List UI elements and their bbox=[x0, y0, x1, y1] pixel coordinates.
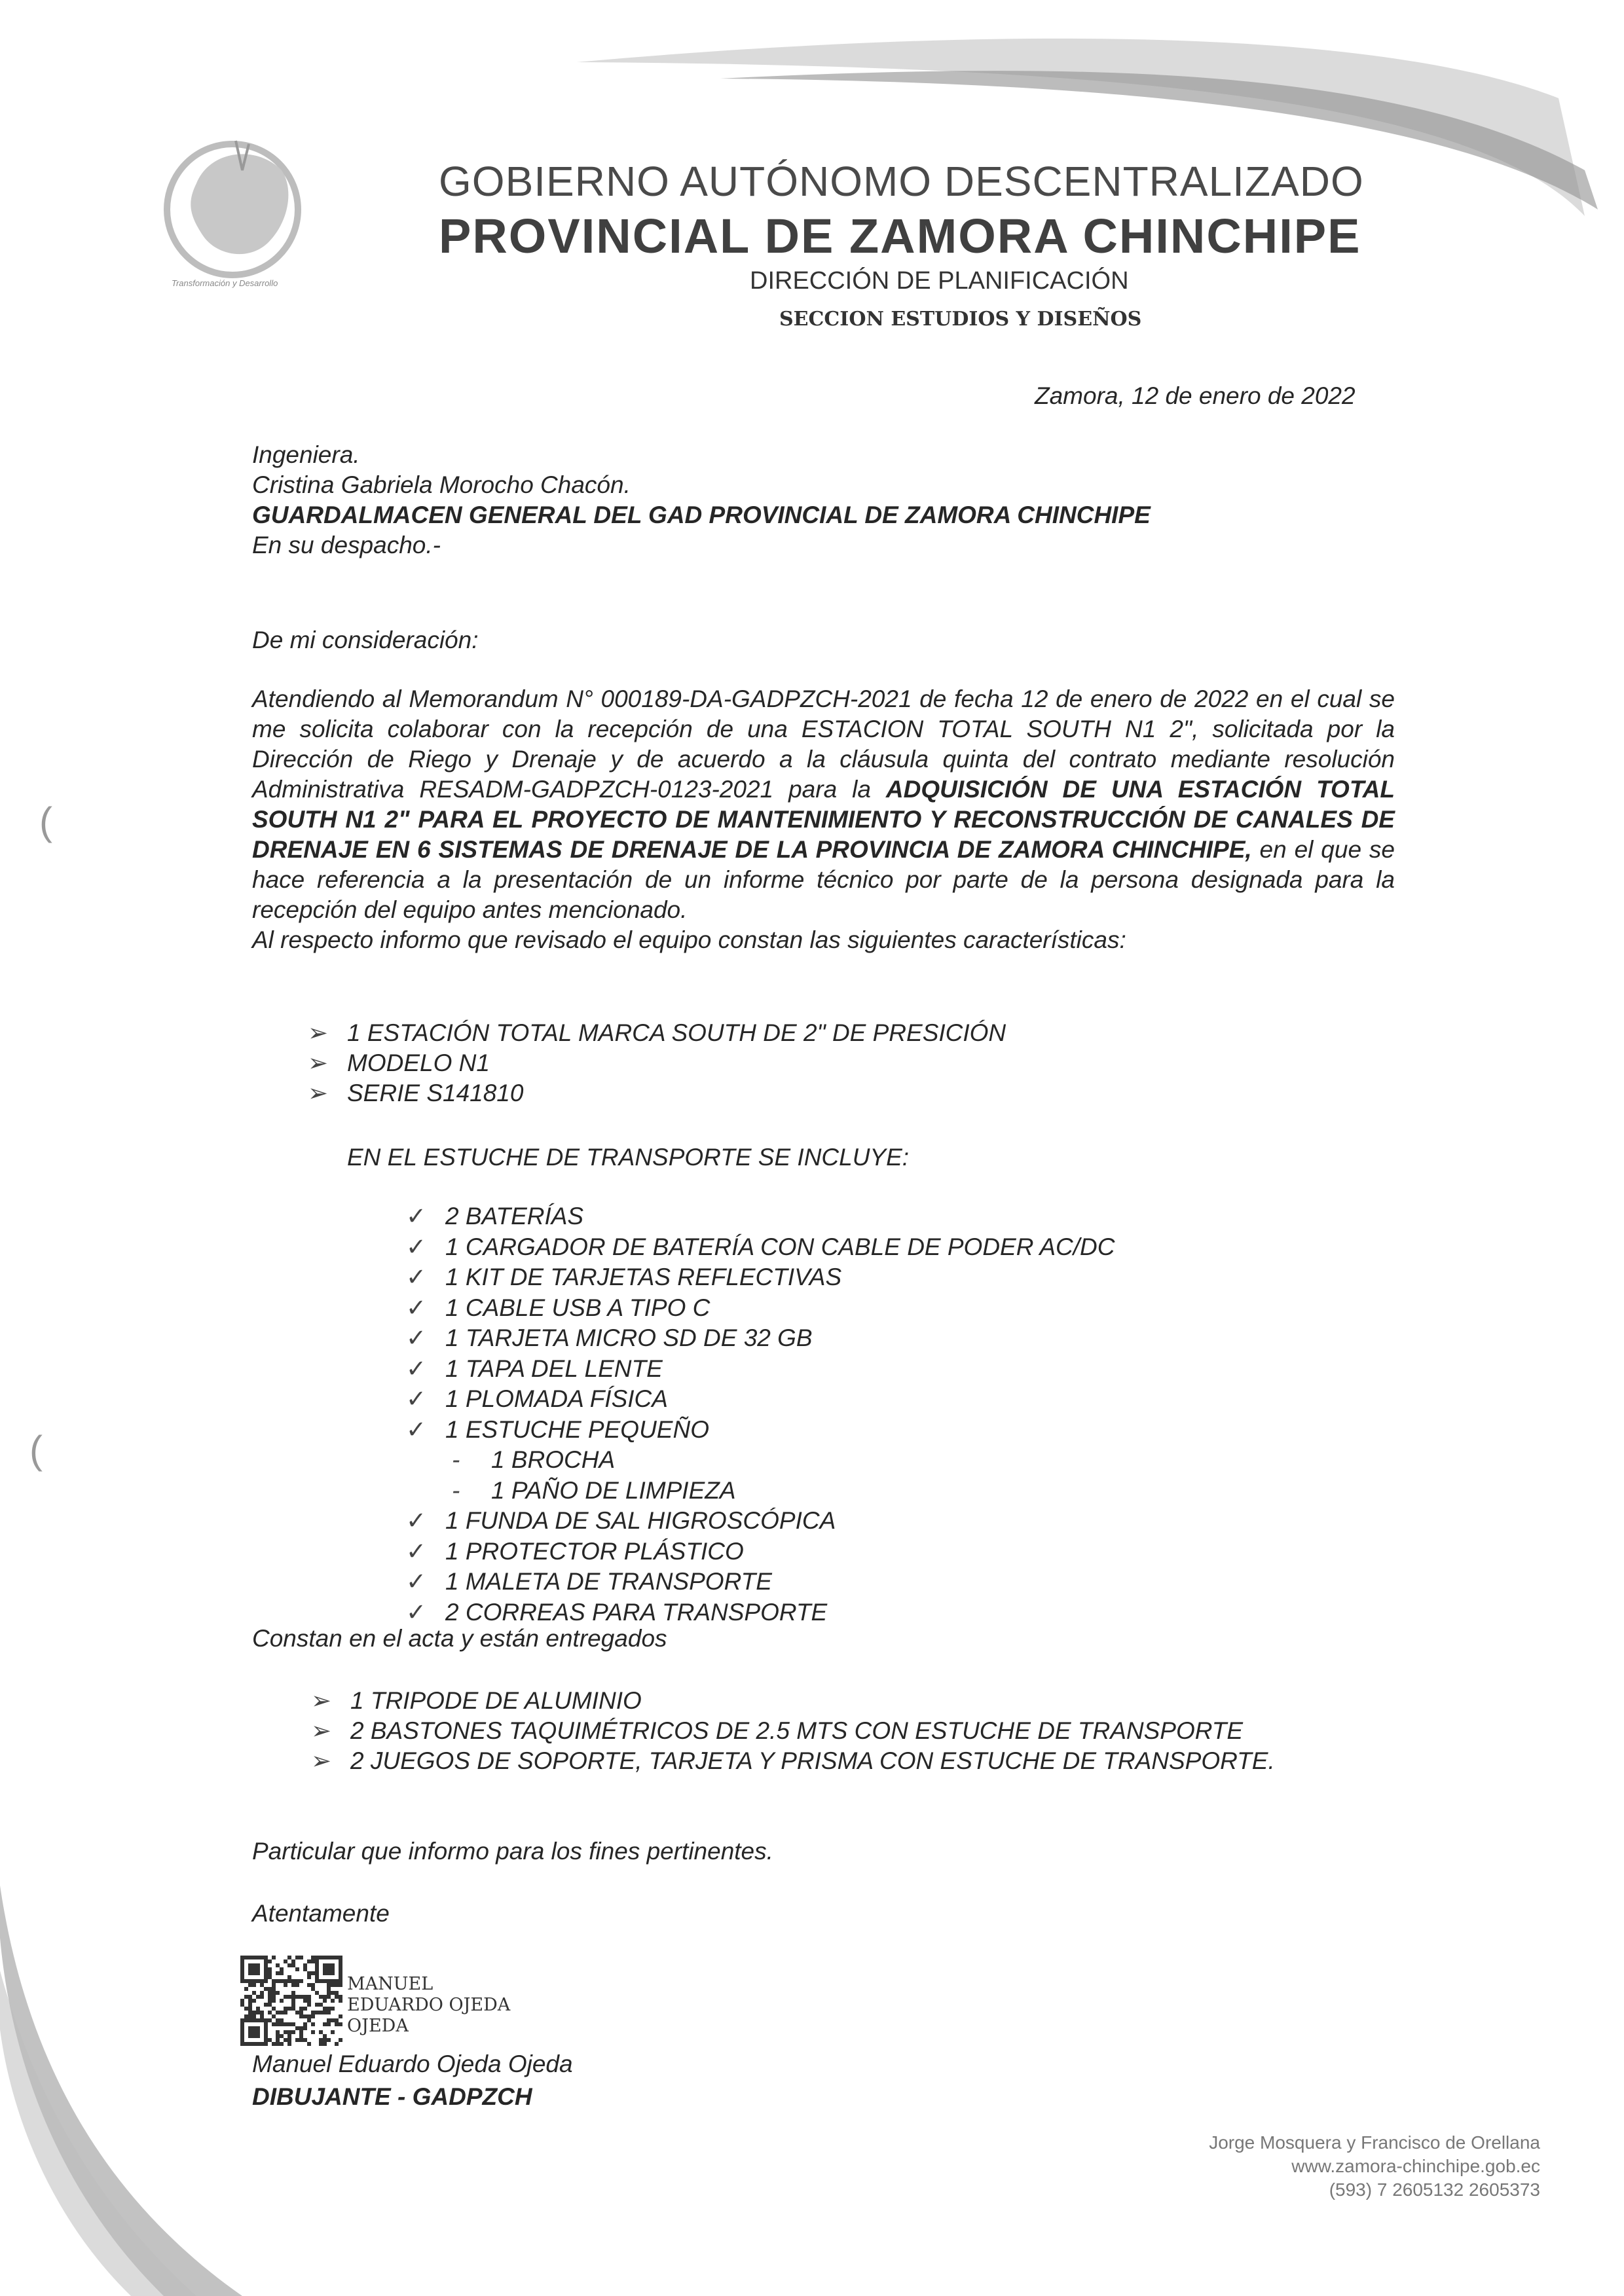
qr-module bbox=[339, 1995, 342, 1999]
list-item: ➢ 2 JUEGOS DE SOPORTE, TARJETA Y PRISMA CON ESTUCHE DE TRANSPORTE. bbox=[350, 1746, 1275, 1776]
qr-module bbox=[319, 2003, 323, 2007]
body-paragraph-1 bbox=[252, 684, 1395, 925]
qr-module bbox=[291, 2003, 295, 2007]
qr-module bbox=[276, 2030, 280, 2034]
recipient-block bbox=[252, 440, 1151, 560]
qr-module bbox=[276, 2018, 280, 2022]
qr-module bbox=[295, 2038, 299, 2042]
sub-list-item: - 1 BROCHA bbox=[491, 1445, 1161, 1476]
qr-module bbox=[335, 2022, 339, 2026]
signer-name: Manuel Eduardo Ojeda Ojeda bbox=[252, 2050, 573, 2077]
qr-module bbox=[331, 1983, 335, 1987]
qr-module bbox=[339, 1999, 342, 2003]
arrow-bullet-icon: ➢ bbox=[311, 1717, 332, 1744]
dash-bullet-icon: - bbox=[452, 1446, 460, 1473]
province-logo bbox=[157, 131, 321, 301]
qr-module bbox=[248, 1983, 252, 1987]
qr-module bbox=[311, 1971, 315, 1975]
check-icon: ✓ bbox=[406, 1537, 427, 1565]
qr-module bbox=[280, 2022, 284, 2026]
qr-module bbox=[248, 2007, 252, 2011]
electronic-signature-stamp bbox=[347, 1974, 510, 2037]
qr-module bbox=[299, 2011, 303, 2014]
qr-module bbox=[295, 2026, 299, 2030]
qr-module bbox=[287, 2038, 291, 2042]
qr-module bbox=[331, 2018, 335, 2022]
qr-module bbox=[272, 1956, 276, 1959]
qr-module bbox=[272, 2042, 276, 2046]
qr-module bbox=[327, 1995, 331, 1999]
qr-module bbox=[323, 2034, 327, 2038]
qr-module bbox=[287, 2022, 291, 2026]
list-item: ✓ 1 TARJETA MICRO SD DE 32 GB bbox=[445, 1323, 1115, 1354]
qr-module bbox=[303, 2014, 307, 2018]
qr-module bbox=[260, 2014, 264, 2018]
qr-module bbox=[331, 2007, 335, 2011]
qr-module bbox=[256, 1995, 260, 1999]
qr-module bbox=[280, 1979, 284, 1983]
check-icon: ✓ bbox=[406, 1324, 427, 1351]
footer-website: www.zamora-chinchipe.gob.ec bbox=[1291, 2156, 1540, 2176]
qr-module bbox=[323, 2038, 327, 2042]
qr-module bbox=[335, 2042, 339, 2046]
qr-module bbox=[323, 2042, 327, 2046]
qr-module bbox=[244, 2014, 248, 2018]
qr-module bbox=[252, 1983, 256, 1987]
arrow-bullet-icon: ➢ bbox=[308, 1049, 329, 1076]
qr-module bbox=[287, 2007, 291, 2011]
qr-module bbox=[276, 2042, 280, 2046]
qr-module bbox=[276, 2011, 280, 2014]
qr-module bbox=[307, 1999, 311, 2003]
qr-module bbox=[303, 2026, 307, 2030]
qr-module bbox=[311, 2030, 315, 2034]
qr-module bbox=[339, 2022, 342, 2026]
qr-module bbox=[268, 1999, 272, 2003]
list-item: ➢ MODELO N1 bbox=[347, 1048, 1006, 1078]
qr-module bbox=[331, 2030, 335, 2034]
qr-module bbox=[299, 2014, 303, 2018]
qr-module bbox=[303, 2007, 307, 2011]
qr-module bbox=[327, 1991, 331, 1995]
qr-module bbox=[307, 2014, 311, 2018]
qr-module bbox=[268, 2018, 272, 2022]
qr-module bbox=[280, 1971, 284, 1975]
qr-module bbox=[260, 1983, 264, 1987]
check-icon: ✓ bbox=[406, 1294, 427, 1321]
qr-module bbox=[307, 1983, 311, 1987]
qr-module bbox=[268, 2038, 272, 2042]
body-paragraph-2: Al respecto informo que revisado el equipo constan las siguientes características: bbox=[252, 926, 1126, 953]
qr-module bbox=[291, 2007, 295, 2011]
qr-module bbox=[339, 2014, 342, 2018]
qr-finder-pattern bbox=[248, 1963, 260, 1975]
qr-module bbox=[323, 2011, 327, 2014]
qr-module bbox=[244, 1987, 248, 1991]
case-contents-title: EN EL ESTUCHE DE TRANSPORTE SE INCLUYE: bbox=[347, 1144, 910, 1171]
qr-module bbox=[287, 1979, 291, 1983]
dash-bullet-icon: - bbox=[452, 1476, 460, 1504]
qr-module bbox=[295, 1956, 299, 1959]
equipment-list bbox=[308, 1018, 1006, 1108]
qr-module bbox=[260, 1991, 264, 1995]
qr-module bbox=[303, 1995, 307, 1999]
qr-module bbox=[272, 1991, 276, 1995]
qr-module bbox=[264, 2003, 268, 2007]
qr-module bbox=[276, 1971, 280, 1975]
qr-module bbox=[307, 1995, 311, 1999]
arrow-bullet-icon: ➢ bbox=[308, 1080, 329, 1106]
letter-body bbox=[252, 684, 1395, 955]
closing-line: Particular que informo para los fines pertinentes. bbox=[252, 1838, 773, 1865]
qr-module bbox=[291, 1983, 295, 1987]
qr-module bbox=[240, 1999, 244, 2003]
section-name: SECCION ESTUDIOS Y DISEÑOS bbox=[779, 308, 1142, 331]
qr-module bbox=[323, 1995, 327, 1999]
qr-module bbox=[299, 2038, 303, 2042]
qr-module bbox=[287, 2042, 291, 2046]
qr-module bbox=[284, 2007, 287, 2011]
qr-module bbox=[280, 2042, 284, 2046]
qr-module bbox=[252, 2011, 256, 2014]
list-item: ✓ 1 TAPA DEL LENTE bbox=[445, 1354, 1115, 1385]
qr-module bbox=[319, 2030, 323, 2034]
scan-mark: ( bbox=[29, 1428, 43, 1472]
qr-module bbox=[276, 2022, 280, 2026]
qr-module bbox=[252, 1999, 256, 2003]
check-icon: ✓ bbox=[406, 1598, 427, 1626]
qr-module bbox=[252, 1991, 256, 1995]
qr-module bbox=[248, 2003, 252, 2007]
qr-module bbox=[311, 1956, 315, 1959]
check-icon: ✓ bbox=[406, 1415, 427, 1443]
qr-module bbox=[303, 1999, 307, 2003]
letter-date: Zamora, 12 de enero de 2022 bbox=[1035, 382, 1356, 409]
qr-module bbox=[307, 1959, 311, 1963]
scan-mark: ( bbox=[39, 799, 52, 843]
qr-module bbox=[307, 1971, 311, 1975]
qr-module bbox=[315, 1991, 319, 1995]
logo-caption: Transformación y Desarrollo bbox=[172, 278, 278, 288]
qr-module bbox=[327, 2038, 331, 2042]
recipient-position: GUARDALMACEN GENERAL DEL GAD PROVINCIAL DE ZAMORA CHINCHIPE bbox=[252, 501, 1151, 528]
qr-module bbox=[268, 1967, 272, 1971]
signer-title: DIBUJANTE - GADPZCH bbox=[252, 2083, 532, 2110]
qr-module bbox=[299, 2030, 303, 2034]
stamp-line: OJEDA bbox=[347, 2016, 409, 2036]
qr-module bbox=[331, 1999, 335, 2003]
qr-module bbox=[268, 2003, 272, 2007]
delivered-note: Constan en el acta y están entregados bbox=[252, 1625, 667, 1652]
check-icon: ✓ bbox=[406, 1203, 427, 1230]
qr-module bbox=[331, 1991, 335, 1995]
list-item: ✓ 1 PLOMADA FÍSICA bbox=[445, 1384, 1115, 1415]
list-item: ✓ 1 CABLE USB A TIPO C bbox=[445, 1293, 1115, 1324]
qr-module bbox=[272, 1979, 276, 1983]
qr-module bbox=[276, 1979, 280, 1983]
qr-module bbox=[280, 1967, 284, 1971]
qr-module bbox=[339, 2038, 342, 2042]
qr-module bbox=[284, 2011, 287, 2014]
arrow-bullet-icon: ➢ bbox=[311, 1687, 332, 1714]
qr-module bbox=[311, 1959, 315, 1963]
qr-module bbox=[268, 1987, 272, 1991]
qr-module bbox=[299, 2026, 303, 2030]
qr-module bbox=[284, 2022, 287, 2026]
qr-module bbox=[240, 2003, 244, 2007]
qr-module bbox=[311, 2022, 315, 2026]
qr-module bbox=[291, 2030, 295, 2034]
qr-module bbox=[299, 2034, 303, 2038]
qr-module bbox=[268, 1991, 272, 1995]
organization-name-line1: GOBIERNO AUTÓNOMO DESCENTRALIZADO bbox=[439, 158, 1364, 205]
list-item: ✓ 1 MALETA DE TRANSPORTE bbox=[445, 1567, 1115, 1597]
qr-module bbox=[248, 2011, 252, 2014]
qr-module bbox=[272, 1987, 276, 1991]
qr-module bbox=[299, 2007, 303, 2011]
qr-module bbox=[272, 2007, 276, 2011]
qr-module bbox=[272, 1983, 276, 1987]
list-item: ✓ 1 KIT DE TARJETAS REFLECTIVAS bbox=[445, 1262, 1115, 1293]
qr-module bbox=[299, 1956, 303, 1959]
qr-module bbox=[284, 1995, 287, 1999]
list-item: ➢ 2 BASTONES TAQUIMÉTRICOS DE 2.5 MTS CON ESTUCHE DE TRANSPORTE bbox=[350, 1716, 1275, 1746]
qr-module bbox=[319, 1995, 323, 1999]
qr-module bbox=[315, 2011, 319, 2014]
stamp-line: EDUARDO OJEDA bbox=[347, 1995, 511, 2015]
qr-module bbox=[327, 2011, 331, 2014]
qr-module bbox=[335, 1983, 339, 1987]
qr-module bbox=[299, 1979, 303, 1983]
qr-module bbox=[268, 1959, 272, 1963]
qr-module bbox=[295, 2011, 299, 2014]
qr-module bbox=[291, 1995, 295, 1999]
list-item: ✓ 2 CORREAS PARA TRANSPORTE bbox=[445, 1597, 1115, 1628]
qr-module bbox=[284, 1979, 287, 1983]
qr-module bbox=[280, 1999, 284, 2003]
sub-list-item: - 1 PAÑO DE LIMPIEZA bbox=[491, 1476, 1161, 1506]
arrow-bullet-icon: ➢ bbox=[311, 1747, 332, 1774]
list-item: ✓ 1 ESTUCHE PEQUEÑO bbox=[445, 1415, 1115, 1446]
qr-module bbox=[287, 2030, 291, 2034]
check-icon: ✓ bbox=[406, 1568, 427, 1595]
qr-module bbox=[335, 2018, 339, 2022]
qr-module bbox=[272, 1995, 276, 1999]
qr-module bbox=[291, 1963, 295, 1967]
list-item: ✓ 1 FUNDA DE SAL HIGROSCÓPICA bbox=[445, 1506, 1115, 1537]
qr-module bbox=[244, 1995, 248, 1999]
footer-phone: (593) 7 2605132 2605373 bbox=[1329, 2179, 1540, 2200]
qr-finder-pattern bbox=[248, 2026, 260, 2038]
qr-module bbox=[268, 1975, 272, 1979]
qr-module bbox=[252, 2014, 256, 2018]
body-text-outro: en el que se hace referencia a la presentación de un informe técnico por parte de la persona designada para la recepción del equipo antes mencionado. bbox=[252, 836, 1395, 923]
qr-module bbox=[291, 1979, 295, 1983]
list-item: ✓ 1 CARGADOR DE BATERÍA CON CABLE DE PODER AC/DC bbox=[445, 1232, 1115, 1263]
qr-module bbox=[276, 2038, 280, 2042]
qr-module bbox=[311, 1987, 315, 1991]
qr-module bbox=[323, 2007, 327, 2011]
qr-module bbox=[287, 1963, 291, 1967]
qr-module bbox=[319, 2038, 323, 2042]
qr-module bbox=[248, 2014, 252, 2018]
list-item: ➢ 1 ESTACIÓN TOTAL MARCA SOUTH DE 2" DE PRESICIÓN bbox=[347, 1018, 1006, 1048]
qr-module bbox=[303, 2022, 307, 2026]
list-item: ➢ SERIE S141810 bbox=[347, 1078, 1006, 1108]
body-text-project: ADQUISICIÓN DE UNA ESTACIÓN TOTAL SOUTH N1 2" PARA EL PROYECTO DE MANTENIMIENTO Y RECONSTRUCCIÓN DE CANALES DE DRENAJE EN 6 SISTEMAS DE DRENAJE DE LA PROVINCIA DE ZAMORA CHINCHIPE, bbox=[252, 776, 1395, 863]
qr-module bbox=[280, 2034, 284, 2038]
check-icon: ✓ bbox=[406, 1507, 427, 1534]
organization-name-line2: PROVINCIAL DE ZAMORA CHINCHIPE bbox=[439, 209, 1361, 263]
qr-finder-pattern bbox=[323, 1963, 335, 1975]
qr-module bbox=[307, 2018, 311, 2022]
check-icon: ✓ bbox=[406, 1233, 427, 1260]
qr-module bbox=[272, 2014, 276, 2018]
qr-module bbox=[280, 2018, 284, 2022]
qr-module bbox=[276, 1991, 280, 1995]
qr-module bbox=[311, 1983, 315, 1987]
qr-module bbox=[272, 1999, 276, 2003]
qr-module bbox=[291, 1959, 295, 1963]
qr-module bbox=[303, 1963, 307, 1967]
qr-module bbox=[291, 2022, 295, 2026]
greeting: De mi consideración: bbox=[252, 627, 479, 653]
qr-module bbox=[291, 1991, 295, 1995]
qr-module bbox=[299, 1995, 303, 1999]
qr-module bbox=[284, 2030, 287, 2034]
qr-module bbox=[323, 2022, 327, 2026]
qr-module bbox=[287, 1995, 291, 1999]
qr-module bbox=[287, 1956, 291, 1959]
list-item: ✓ 1 PROTECTOR PLÁSTICO bbox=[445, 1537, 1115, 1567]
qr-module bbox=[319, 2011, 323, 2014]
qr-module bbox=[315, 2003, 319, 2007]
recipient-title: Ingeniera. bbox=[252, 441, 360, 468]
qr-module bbox=[268, 2011, 272, 2014]
qr-module bbox=[323, 1999, 327, 2003]
body-text-intro: Atendiendo al Memorandum N° 000189-DA-GADPZCH-2021 de fecha 12 de enero de 2022 en el cual se me solicita colaborar con la recepción de una ESTACION TOTAL SOUTH N1 2", solicitada por la Dirección de Riego y Drenaje y de acuerdo a la cláusula quinta del contrato mediante resolución Administrativa RESADM-GADPZCH-0123-2021 para la bbox=[252, 685, 1395, 803]
qr-module bbox=[295, 1967, 299, 1971]
stamp-line: MANUEL bbox=[347, 1974, 434, 1994]
qr-module bbox=[280, 2011, 284, 2014]
qr-module bbox=[284, 1959, 287, 1963]
arrow-bullet-icon: ➢ bbox=[308, 1019, 329, 1046]
qr-module bbox=[291, 1999, 295, 2003]
check-icon: ✓ bbox=[406, 1385, 427, 1412]
qr-module bbox=[287, 2034, 291, 2038]
recipient-name: Cristina Gabriela Morocho Chacón. bbox=[252, 471, 631, 498]
qr-module bbox=[260, 2011, 264, 2014]
qr-module bbox=[295, 1979, 299, 1983]
qr-module bbox=[327, 1987, 331, 1991]
qr-module bbox=[295, 1983, 299, 1987]
qr-module bbox=[268, 1971, 272, 1975]
qr-module bbox=[327, 2018, 331, 2022]
qr-module bbox=[268, 1995, 272, 1999]
recipient-office: En su despacho.- bbox=[252, 532, 441, 558]
qr-module bbox=[244, 2007, 248, 2011]
qr-module bbox=[295, 1995, 299, 1999]
signature-qr-code bbox=[239, 1954, 344, 2046]
qr-module bbox=[303, 1967, 307, 1971]
qr-module bbox=[248, 1999, 252, 2003]
qr-module bbox=[307, 1975, 311, 1979]
qr-module bbox=[311, 2014, 315, 2018]
qr-module bbox=[272, 2022, 276, 2026]
qr-module bbox=[276, 2034, 280, 2038]
list-item: ➢ 1 TRIPODE DE ALUMINIO bbox=[350, 1686, 1275, 1716]
qr-module bbox=[311, 2011, 315, 2014]
check-icon: ✓ bbox=[406, 1264, 427, 1290]
sign-off: Atentamente bbox=[252, 1900, 390, 1927]
qr-module bbox=[335, 1995, 339, 1999]
qr-module bbox=[327, 2007, 331, 2011]
qr-module bbox=[307, 2003, 311, 2007]
qr-module bbox=[260, 1995, 264, 1999]
qr-module bbox=[327, 2022, 331, 2026]
qr-module bbox=[335, 1991, 339, 1995]
list-item: ✓ 2 BATERÍAS bbox=[445, 1201, 1115, 1232]
qr-module bbox=[248, 1995, 252, 1999]
footer-address: Jorge Mosquera y Francisco de Orellana bbox=[1209, 2132, 1540, 2153]
qr-module bbox=[256, 2011, 260, 2014]
qr-module bbox=[307, 2042, 311, 2046]
qr-module bbox=[319, 2042, 323, 2046]
check-icon: ✓ bbox=[406, 1355, 427, 1382]
department-name: DIRECCIÓN DE PLANIFICACIÓN bbox=[750, 267, 1129, 295]
case-contents-list bbox=[406, 1201, 1115, 1628]
additional-items-list bbox=[311, 1686, 1275, 1776]
qr-module bbox=[256, 2007, 260, 2011]
footer-contact bbox=[1209, 2131, 1540, 2202]
qr-module bbox=[264, 1987, 268, 1991]
qr-module bbox=[287, 1975, 291, 1979]
qr-module bbox=[339, 1983, 342, 1987]
qr-module bbox=[276, 1963, 280, 1967]
qr-module bbox=[303, 2038, 307, 2042]
qr-module bbox=[327, 1983, 331, 1987]
qr-module bbox=[284, 1983, 287, 1987]
qr-module bbox=[284, 2038, 287, 2042]
